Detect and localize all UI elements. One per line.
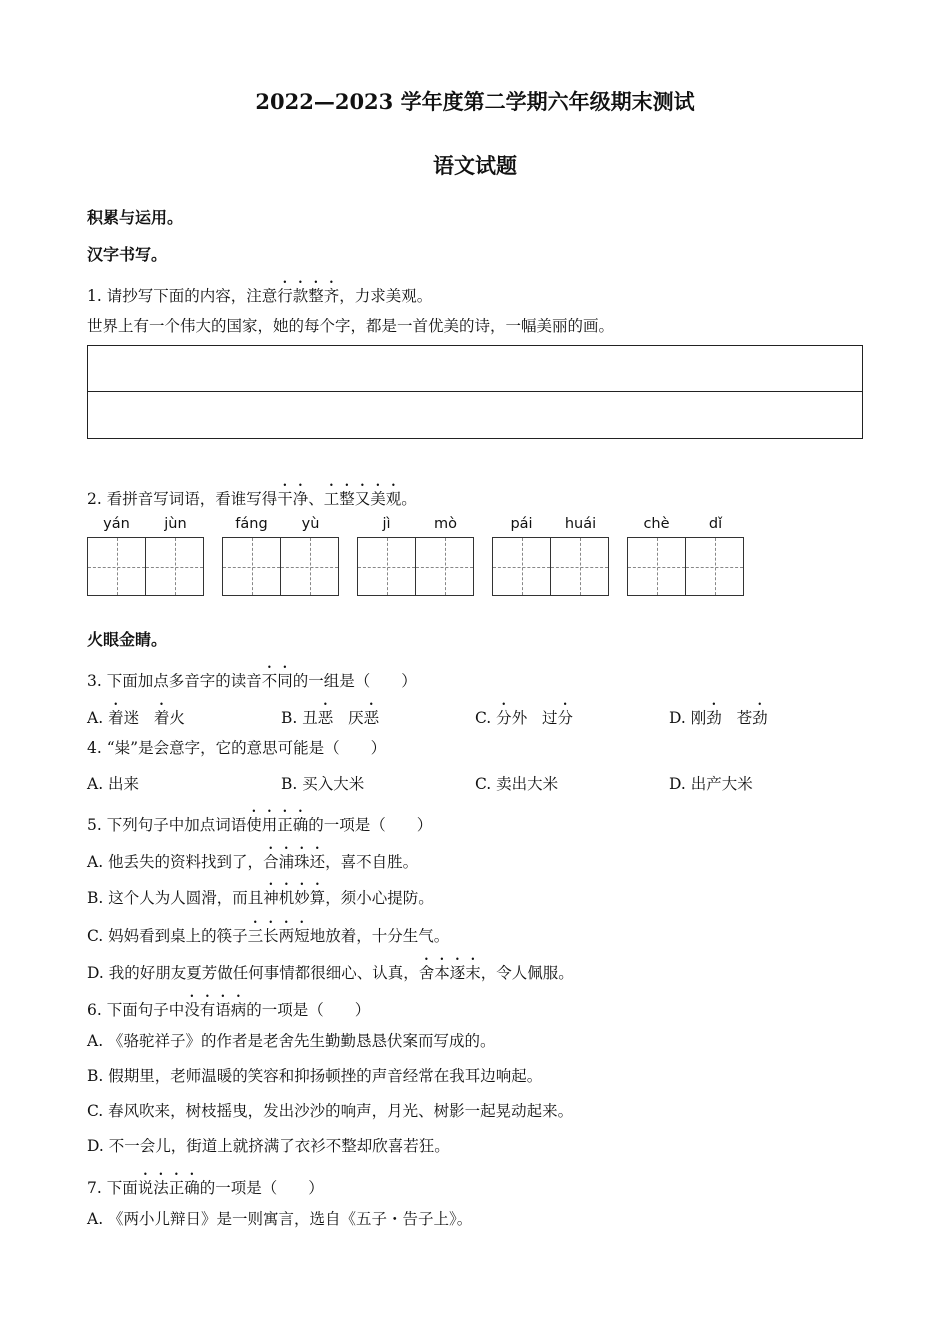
emphasis-text: 工整又美观	[323, 490, 402, 508]
option-a[interactable]: A. 出来	[87, 775, 140, 793]
pinyin-group	[627, 514, 745, 536]
subsection-heading: 汉字书写。	[87, 245, 168, 264]
exam-title: 2022—2023 学年度第二学期六年级期末测试	[255, 89, 695, 114]
emphasis-text: 没有语病	[184, 1001, 247, 1019]
option-c[interactable]: C. 卖出大米	[475, 775, 559, 793]
option-a[interactable]: A. 着迷 着火	[87, 709, 185, 727]
pinyin-label: mò	[434, 516, 457, 532]
pinyin-group	[87, 514, 205, 536]
question-4: 4. “粜”是会意字，它的意思可能是（ ）	[87, 739, 387, 757]
subsection-heading: 火眼金睛。	[87, 630, 168, 649]
writing-line[interactable]	[88, 392, 862, 438]
question-5: 5. 下列句子中加点词语使用正确的一项是（ ）	[87, 816, 433, 834]
question-3: 3. 下面加点多音字的读音不同的一组是（ ）	[87, 672, 417, 690]
emphasis-text: 不同	[261, 672, 293, 690]
pinyin-group	[492, 514, 610, 536]
tianzige-cell[interactable]	[145, 537, 204, 596]
option-c[interactable]: C. 春风吹来，树枝摇曳，发出沙沙的响声，月光、树影一起晃动起来。	[87, 1102, 574, 1120]
writing-line[interactable]	[88, 346, 862, 392]
pinyin-label: fáng	[235, 516, 268, 532]
pinyin-label: dǐ	[708, 516, 723, 532]
tianzige-cell[interactable]	[627, 537, 686, 596]
tianzige-cell[interactable]	[685, 537, 744, 596]
question-7: 7. 下面说法正确的一项是（ ）	[87, 1179, 324, 1197]
pinyin-label: huái	[564, 516, 597, 532]
pinyin-group	[357, 514, 475, 536]
option-d[interactable]: D. 出产大米	[669, 775, 753, 793]
pinyin-label: yán	[103, 516, 130, 532]
copy-writing-box[interactable]	[87, 345, 863, 439]
option-d[interactable]: D. 刚劲 苍劲	[669, 709, 768, 727]
option-c[interactable]: C. 分外 过分	[475, 709, 574, 727]
option-a[interactable]: A. 他丢失的资料找到了，合浦珠还，喜不自胜。	[87, 853, 419, 871]
emphasis-text: 行款整齐	[277, 287, 340, 305]
emphasis-text: 干净	[277, 490, 309, 508]
option-a[interactable]: A. 《两小儿辩日》是一则寓言，选自《五子・告子上》。	[87, 1210, 473, 1228]
option-a[interactable]: A. 《骆驼祥子》的作者是老舍先生勤勤恳恳伏案而写成的。	[87, 1032, 496, 1050]
pinyin-label: jì	[382, 516, 391, 532]
pinyin-label: chè	[643, 516, 670, 532]
question-6: 6. 下面句子中没有语病的一项是（ ）	[87, 1001, 371, 1019]
copy-passage: 世界上有一个伟大的国家，她的每个字，都是一首优美的诗，一幅美丽的画。	[87, 317, 615, 335]
tianzige-cell[interactable]	[415, 537, 474, 596]
option-b[interactable]: B. 这个人为人圆滑，而且神机妙算，须小心提防。	[87, 889, 434, 907]
question-1: 1. 请抄写下面的内容，注意行款整齐，力求美观。	[87, 287, 433, 305]
pinyin-label: jùn	[164, 516, 187, 532]
option-c[interactable]: C. 妈妈看到桌上的筷子三长两短地放着，十分生气。	[87, 927, 450, 945]
option-b[interactable]: B. 丑恶 厌恶	[281, 709, 380, 727]
section-heading: 积累与运用。	[87, 208, 184, 227]
tianzige-cell[interactable]	[357, 537, 416, 596]
pinyin-label: yù	[301, 516, 320, 532]
option-b[interactable]: B. 假期里，老师温暖的笑容和抑扬顿挫的声音经常在我耳边响起。	[87, 1067, 543, 1085]
option-d[interactable]: D. 不一会儿，街道上就挤满了衣衫不整却欣喜若狂。	[87, 1137, 450, 1155]
option-b[interactable]: B. 买入大米	[281, 775, 365, 793]
tianzige-cell[interactable]	[87, 537, 146, 596]
tianzige-cell[interactable]	[550, 537, 609, 596]
pinyin-label: pái	[510, 516, 533, 532]
pinyin-group	[222, 514, 340, 536]
option-d[interactable]: D. 我的好朋友夏芳做任何事情都很细心、认真，舍本逐末，令人佩服。	[87, 964, 574, 982]
emphasis-text: 使用正确	[246, 816, 309, 834]
tianzige-cell[interactable]	[280, 537, 339, 596]
question-2: 2. 看拼音写词语，看谁写得干净、工整又美观。	[87, 490, 417, 508]
tianzige-cell[interactable]	[222, 537, 281, 596]
exam-subtitle: 语文试题	[433, 153, 517, 178]
emphasis-text: 说法正确	[137, 1179, 200, 1197]
tianzige-cell[interactable]	[492, 537, 551, 596]
